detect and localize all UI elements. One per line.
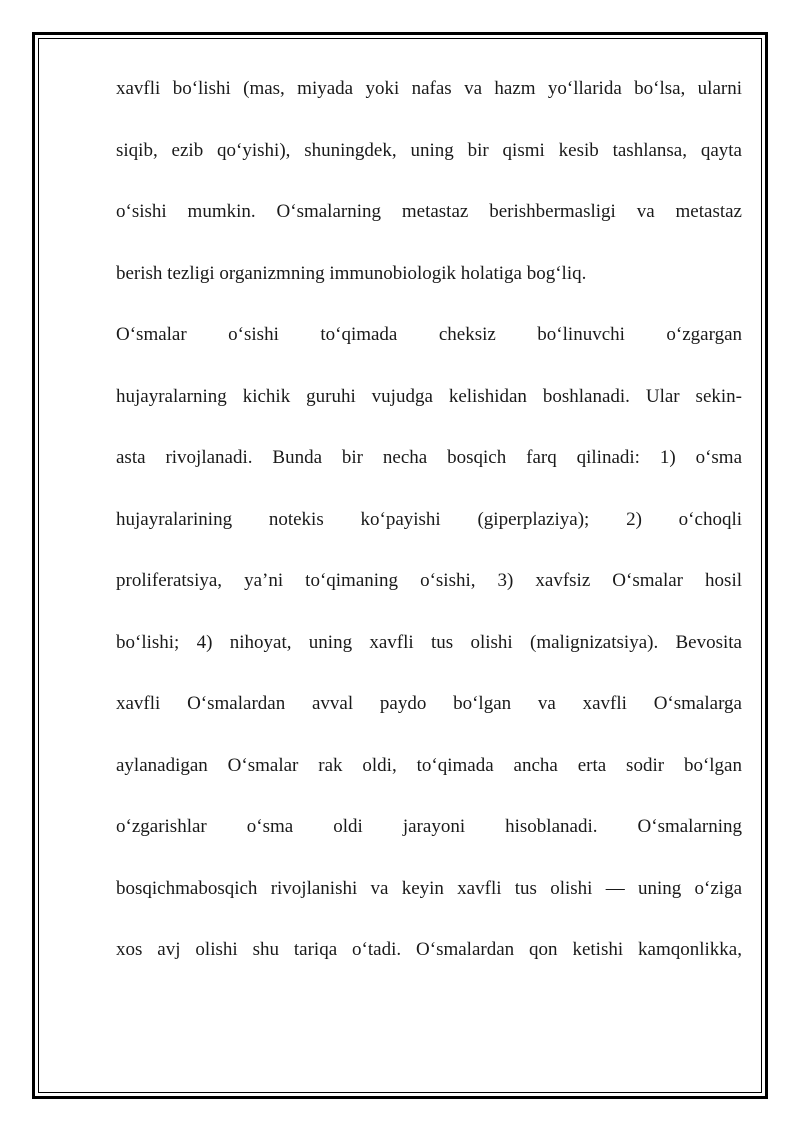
text-line: o‘zgarishlar o‘sma oldi jarayoni hisoblanadi. O‘smalarning [116,816,742,837]
text-line: hujayralarining notekis ko‘payishi (giperplaziya); 2) o‘choqli [116,508,742,530]
text-line: berish tezligi organizmning immunobiologik holatiga bog‘liq. [116,262,587,284]
paragraph-2 [116,304,742,981]
text-line: xavfli bo‘lishi (mas, miyada yoki nafas va hazm yo‘llarida bo‘lsa, ularni [116,78,742,99]
text-line: o‘sishi mumkin. O‘smalarning metastaz berishbermasligi va metastaz [116,201,742,222]
document-body [116,58,742,981]
text-line: proliferatsiya, ya’ni to‘qimaning o‘sishi, 3) xavfsiz O‘smalar hosil [116,570,742,591]
text-line: hujayralarning kichik guruhi vujudga kelishidan boshlanadi. Ular sekin- [116,385,742,407]
text-line: bosqichmabosqich rivojlanishi va keyin xavfli tus olishi — uning o‘ziga [116,877,742,899]
text-line: bo‘lishi; 4) nihoyat, uning xavfli tus olishi (malignizatsiya). Bevosita [116,631,742,653]
text-line: asta rivojlanadi. Bunda bir necha bosqich farq qilinadi: 1) o‘sma [116,447,742,468]
text-line: xavfli O‘smalardan avval paydo bo‘lgan va xavfli O‘smalarga [116,693,742,714]
paragraph-1 [116,58,742,304]
text-line: xos avj olishi shu tariqa o‘tadi. O‘smalardan qon ketishi kamqonlikka, [116,939,742,960]
text-line: O‘smalar o‘sishi to‘qimada cheksiz bo‘linuvchi o‘zgargan [116,324,742,345]
text-line: aylanadigan O‘smalar rak oldi, to‘qimada ancha erta sodir bo‘lgan [116,754,742,776]
text-line: siqib, ezib qo‘yishi), shuningdek, uning bir qismi kesib tashlansa, qayta [116,139,742,161]
